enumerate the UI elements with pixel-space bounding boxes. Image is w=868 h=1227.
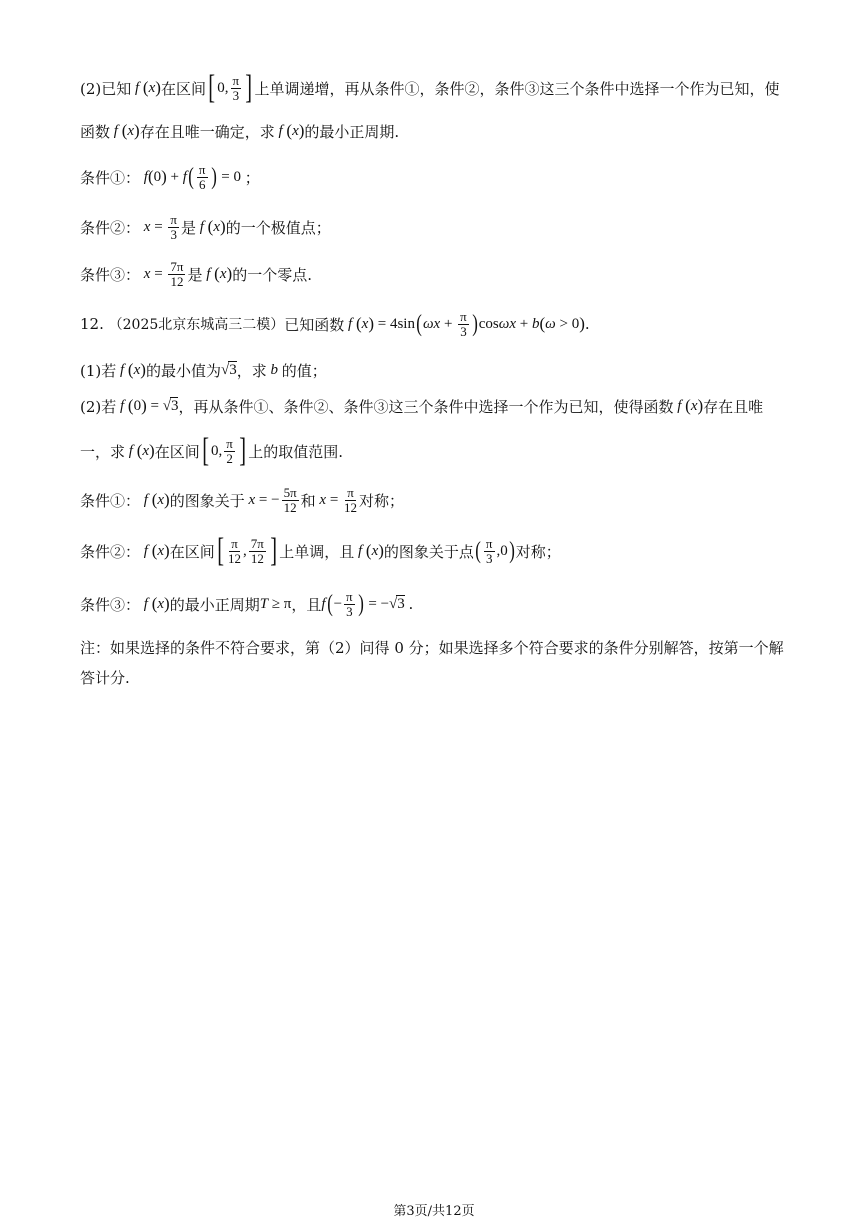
label: 条件③： [80, 265, 141, 284]
text: (1)若 [80, 361, 117, 380]
text: ，再从条件①、条件②、条件③这三个条件中选择一个作为已知，使得函数 [178, 397, 674, 416]
text: 已知函数 [284, 315, 345, 334]
math: = 4sin [373, 315, 415, 332]
math: x [219, 265, 227, 282]
math: f [202, 265, 215, 282]
paren: ) [368, 314, 374, 333]
paren: ( [147, 167, 154, 186]
math: x [315, 491, 327, 508]
fraction: 7π 12 [250, 535, 264, 566]
text: . [584, 315, 590, 333]
text: 存在且唯一确定，求 [139, 122, 275, 141]
math: x [140, 218, 151, 235]
math: f [344, 315, 356, 332]
paren: ( [127, 396, 134, 415]
math: x [142, 442, 150, 459]
text: 一，求 [80, 442, 126, 461]
math-sqrt3: √3 [220, 362, 237, 378]
paren: ( [416, 311, 422, 337]
note-line2 [80, 662, 130, 692]
fraction: $\frac{\pi}{12}$ [344, 484, 358, 515]
text: 的图象关于点 [383, 542, 474, 561]
text: 上单调，且 [279, 542, 355, 561]
paren: ( [214, 264, 220, 283]
fraction: π 3 [232, 72, 240, 103]
math: x [244, 491, 256, 508]
math: ≥ π [268, 595, 292, 612]
text: (2)若 [80, 397, 117, 416]
math: = [326, 491, 343, 508]
math: x [140, 265, 151, 282]
paren: ( [188, 164, 194, 190]
math: ωx [498, 315, 516, 332]
q12-condition-1 [80, 485, 404, 515]
text: 是 [187, 265, 203, 284]
text: 的一个极值点； [225, 218, 331, 237]
note-line1 [80, 632, 784, 662]
paren: ( [475, 538, 481, 564]
text: 存在且唯 [703, 397, 764, 416]
math: f [140, 491, 152, 508]
math: + [516, 315, 532, 332]
text: 的一个零点. [232, 265, 312, 284]
text: 函数 [80, 122, 111, 141]
fraction: π 12 [228, 535, 242, 566]
math: = −√3 [364, 596, 405, 612]
paren: ) [155, 78, 161, 97]
math: b [531, 315, 540, 332]
paren: ) [164, 490, 170, 509]
math: x [371, 542, 379, 559]
math: = √3 [146, 398, 179, 414]
q12-part1 [80, 355, 327, 385]
paren: ) [226, 264, 233, 283]
paren: ) [134, 121, 140, 140]
text: ，且 [291, 595, 322, 614]
paren: ( [121, 121, 128, 140]
math: f [196, 218, 208, 235]
text: 在区间 [169, 542, 215, 561]
paren: ) [378, 541, 384, 560]
text: 的最小正周期. [304, 122, 400, 141]
paren: ) [220, 217, 226, 236]
math: f [673, 397, 686, 414]
text: 的最小正周期 [169, 595, 260, 614]
math: = − [255, 491, 280, 508]
math: T [259, 595, 269, 612]
paren: ( [326, 591, 333, 617]
math: = [150, 265, 167, 282]
bracket: ] [270, 532, 277, 569]
paren: ( [127, 360, 134, 379]
text: 的最小值为 [145, 361, 221, 380]
paren: ) [697, 396, 704, 415]
condition-3 [80, 259, 312, 289]
paren: ( [685, 396, 691, 415]
page-footer: 第3页/共12页 [393, 1204, 475, 1219]
paren: ( [286, 121, 293, 140]
math: f [116, 361, 128, 378]
math: f [125, 442, 137, 459]
math: f [140, 595, 152, 612]
bracket: [ [208, 69, 216, 106]
math: x [213, 218, 221, 235]
math-fx: f [110, 122, 122, 139]
bracket: [ [201, 432, 209, 469]
q12-part2-line1 [80, 391, 763, 421]
q12-part2-line2 [80, 432, 343, 469]
math: + [440, 315, 457, 332]
text: ，求 [236, 361, 267, 380]
source: （2025北京东城高三二模） [108, 317, 285, 333]
text: (2)已知 [80, 79, 132, 98]
text: 对称； [359, 491, 405, 510]
text: 在区间 [160, 79, 206, 98]
label: 条件③： [80, 595, 141, 614]
label: 条件①： [80, 491, 141, 510]
math: f [140, 542, 152, 559]
math: f [140, 168, 148, 185]
paren: ( [539, 314, 546, 333]
paren: ) [508, 538, 515, 564]
text: ； [244, 168, 260, 187]
paren: ) [149, 441, 155, 460]
note-text: 答计分. [80, 668, 130, 687]
paren: ) [164, 594, 170, 613]
math: = [150, 218, 167, 235]
math: ω [545, 315, 556, 332]
text: 的图象关于 [169, 491, 245, 510]
q11-part2-line1 [80, 69, 780, 106]
fraction: π 3 [485, 535, 493, 566]
paren: ) [141, 396, 147, 415]
paren: ( [365, 541, 372, 560]
text: 在区间 [154, 442, 200, 461]
paren: ) [161, 167, 167, 186]
math: 0 [153, 168, 162, 185]
fraction: $\frac{5\pi}{12}$ [283, 484, 297, 515]
paren: ) [579, 314, 585, 333]
math: x [148, 79, 156, 96]
math: f [321, 595, 326, 612]
condition-1 [80, 162, 260, 192]
text: 的值； [281, 361, 327, 380]
text: 对称； [515, 542, 561, 561]
label: 条件②： [80, 542, 141, 561]
math-fx: f [274, 122, 287, 139]
paren: ) [164, 541, 170, 560]
label: 条件②： [80, 218, 141, 237]
fraction: $\frac{7\pi}{12}$ [170, 258, 184, 289]
paren: ( [355, 314, 362, 333]
label: 条件①： [80, 168, 141, 187]
fraction: $\frac{\pi}{3}$ [460, 308, 467, 339]
paren: ) [140, 360, 146, 379]
q12-condition-3 [80, 589, 413, 619]
paren: ) [298, 121, 305, 140]
math: x [690, 397, 698, 414]
math: > 0 [555, 315, 580, 332]
math: + [166, 168, 183, 185]
math: x [127, 122, 135, 139]
bracket: ] [239, 432, 246, 469]
text: 上的取值范围. [248, 442, 343, 461]
math: b [266, 361, 282, 378]
math: 0, [217, 79, 229, 96]
fraction: π 2 [226, 435, 233, 466]
bracket: [ [216, 532, 224, 569]
fraction: $\frac{\pi}{3}$ [346, 588, 353, 619]
q12-condition-2 [80, 532, 561, 569]
condition-2 [80, 212, 331, 242]
math: 0 [133, 397, 142, 414]
math-fx: f [131, 79, 143, 96]
paren: ) [210, 164, 217, 190]
math: = 0 [217, 168, 245, 185]
math: x [292, 122, 299, 139]
math: ωx [422, 315, 441, 332]
math: x [157, 542, 165, 559]
math: x [157, 491, 165, 508]
math: x [157, 595, 165, 612]
fraction: π 6 [198, 161, 206, 192]
note-text: 注：如果选择的条件不符合要求，第（2）问得 0 分；如果选择多个符合要求的条件分别解答，按第一个解 [80, 638, 784, 657]
fraction: $\frac{\pi}{3}$ [170, 211, 177, 242]
q11-part2-line2 [80, 116, 399, 146]
paren: ( [207, 217, 214, 236]
math: f [354, 542, 366, 559]
text: 上单调递增，再从条件①，条件②，条件③这三个条件中选择一个作为已知，使 [254, 79, 780, 98]
paren: ( [136, 441, 143, 460]
math: − [333, 595, 343, 612]
paren: ( [151, 490, 158, 509]
paren: ( [142, 78, 149, 97]
math: x [361, 315, 369, 332]
paren: ) [471, 311, 478, 337]
math: f [116, 397, 128, 414]
math: 0, [211, 442, 223, 459]
math: ,0 [496, 542, 508, 559]
math: f [182, 168, 187, 185]
bracket: ] [245, 69, 253, 106]
text: 和 [300, 491, 316, 510]
text: 是 [180, 218, 196, 237]
math: , [243, 542, 247, 559]
paren: ( [151, 541, 158, 560]
text: . [408, 595, 414, 613]
question-number: 12. [80, 315, 104, 333]
paren: ) [357, 591, 364, 617]
math: cos [478, 315, 499, 332]
paren: ( [151, 594, 158, 613]
math: x [133, 361, 141, 378]
question-12 [80, 309, 590, 339]
